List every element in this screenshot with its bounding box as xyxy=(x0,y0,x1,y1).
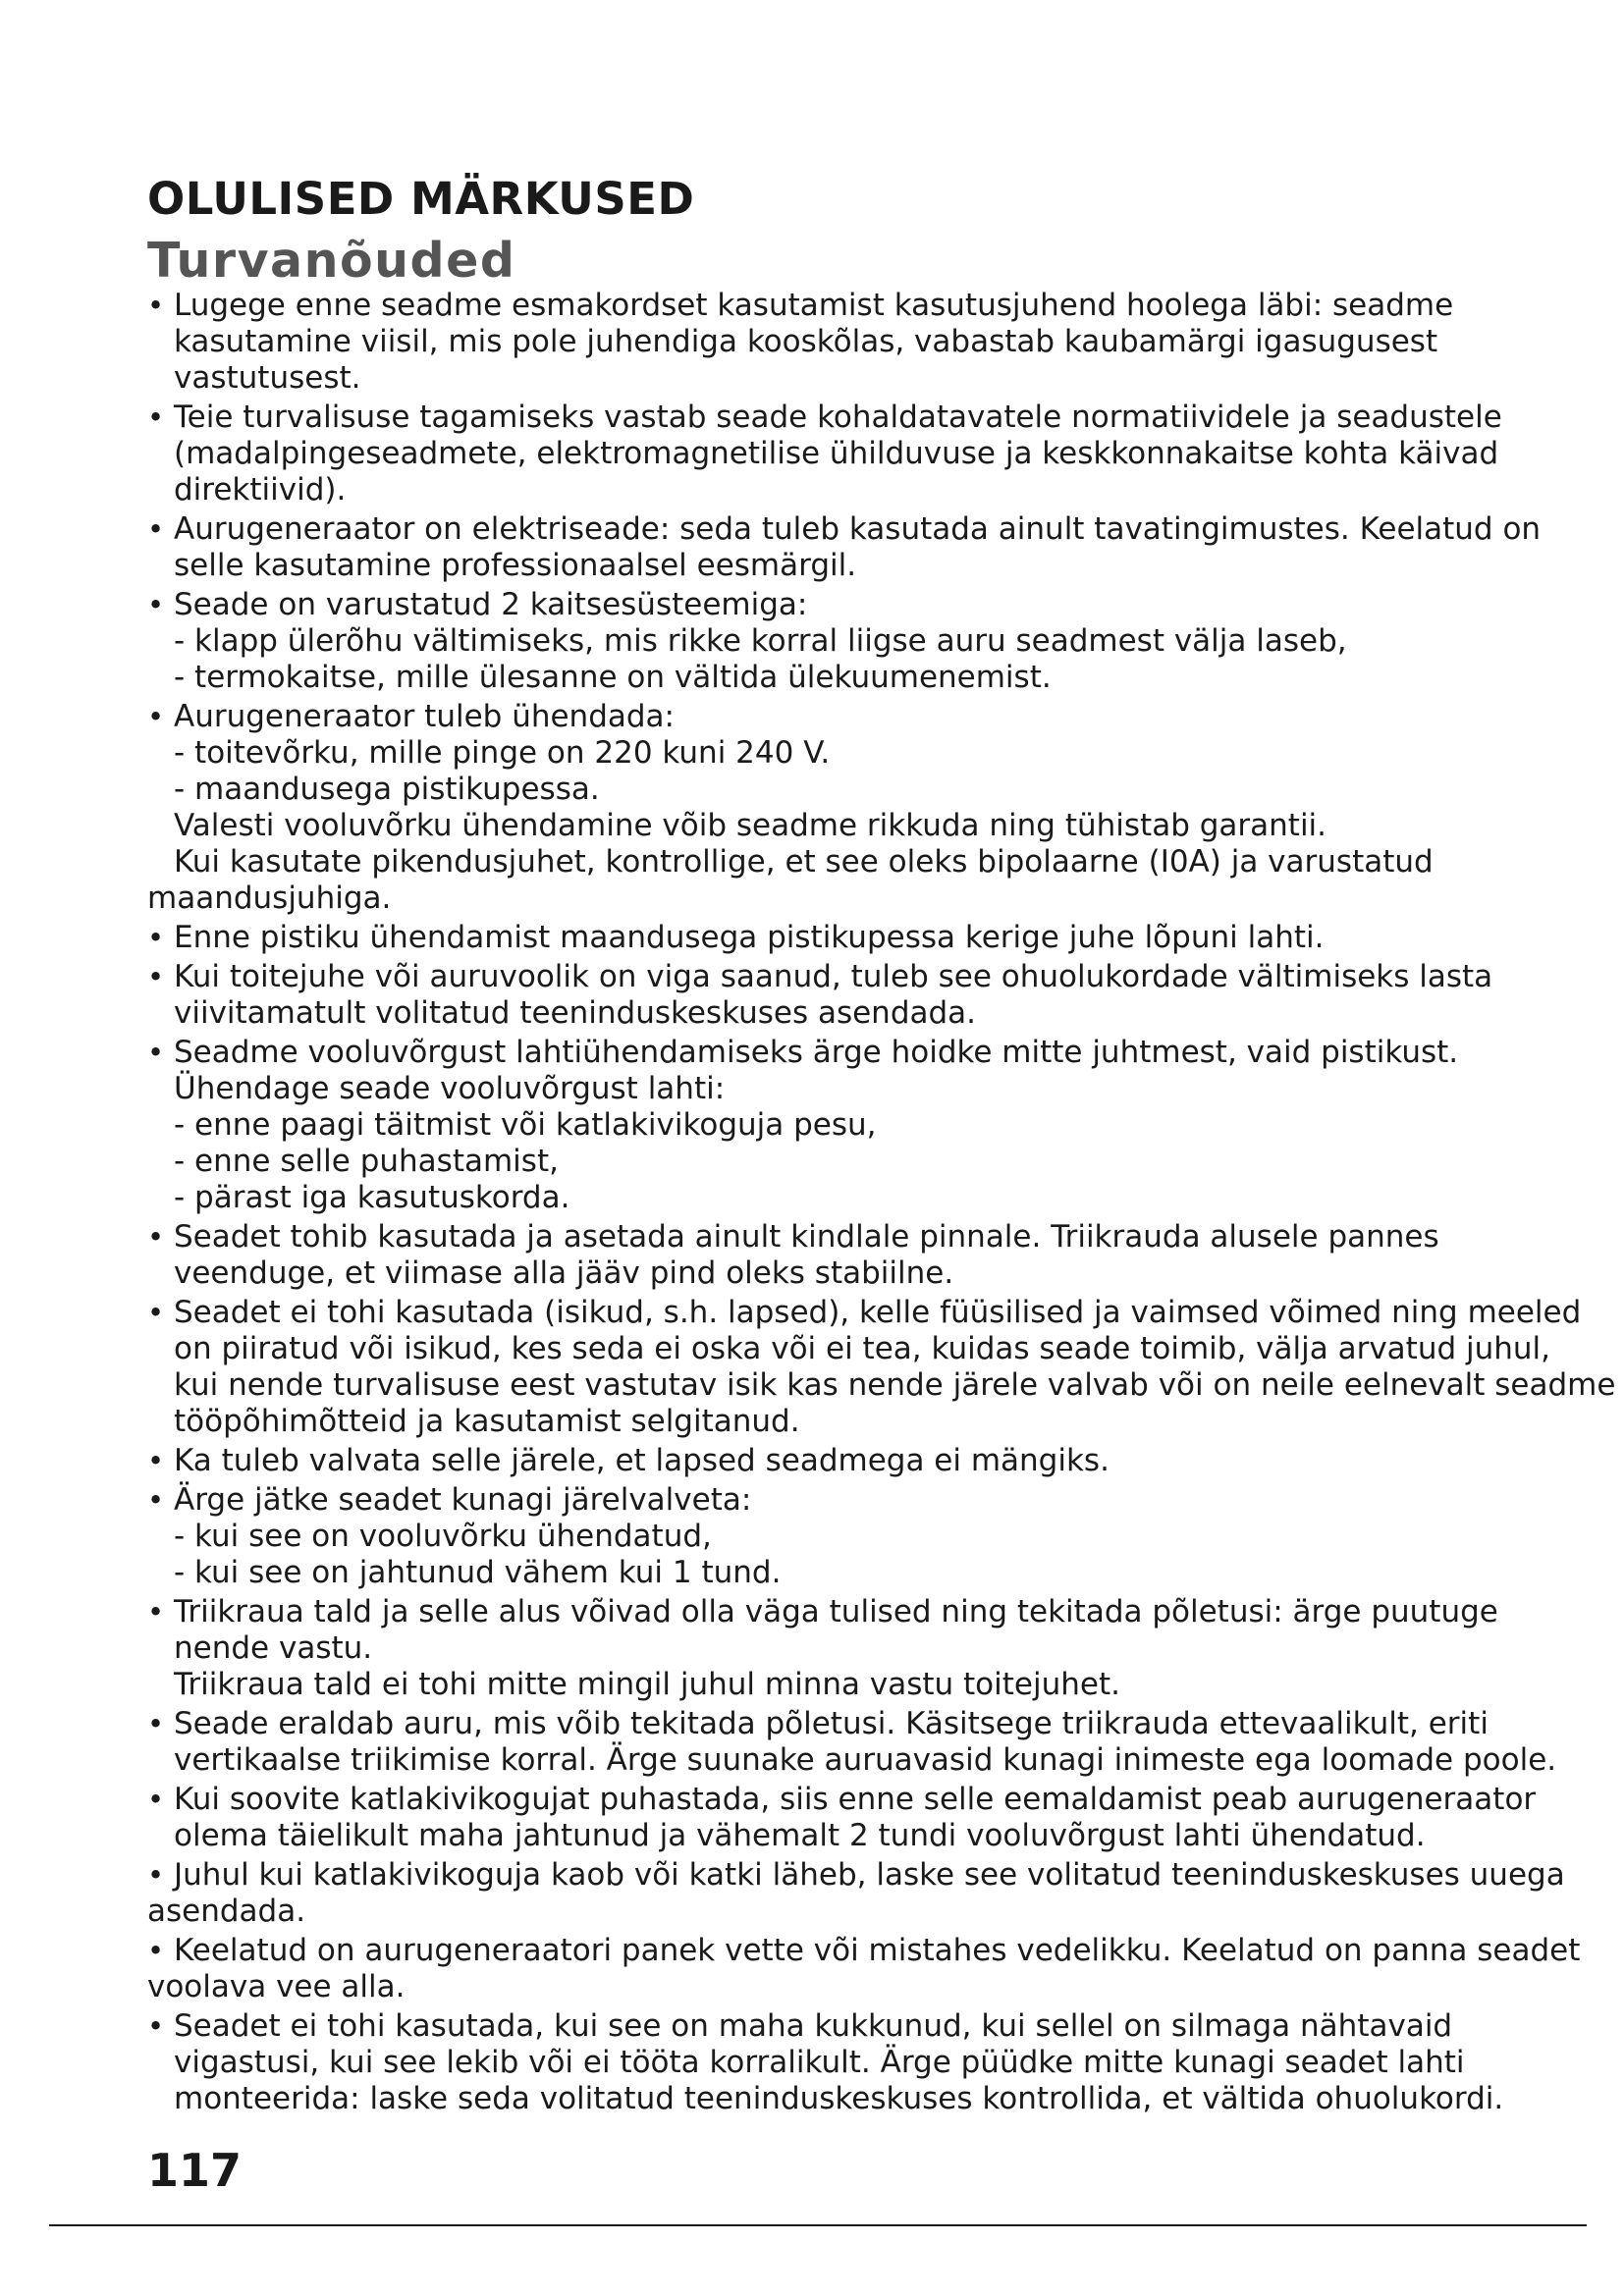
instruction-line: Ka tuleb valvata selle järele, et lapsed seadmega ei mängiks. xyxy=(174,1443,1110,1478)
instruction-line: - maandusega pistikupessa. xyxy=(174,772,600,807)
instruction-line: (madalpingeseadmete, elektromagnetilise ühilduvuse ja keskkonnakaitse kohta käivad xyxy=(174,436,1499,471)
bullet-icon: • xyxy=(147,1707,165,1740)
instruction-item xyxy=(147,1782,1537,1854)
instruction-line: Kui kasutate pikendusjuhet, kontrollige, et see oleks bipolaarne (I0A) ja varustatud xyxy=(174,844,1434,880)
instruction-item xyxy=(147,920,1522,956)
instruction-line: Ärge jätke seadet kunagi järelvalveta: xyxy=(174,1482,752,1518)
instruction-line: voolava vee alla. xyxy=(147,1969,406,2004)
bullet-icon: • xyxy=(147,700,165,733)
instruction-item xyxy=(147,1219,1522,1292)
instruction-line: vastutusest. xyxy=(174,360,361,396)
instruction-line: veenduge, et viimase alla jääv pind oleks stabiilne. xyxy=(174,1255,954,1291)
instruction-line: viivitamatult volitatud teeninduskeskuses asendada. xyxy=(174,995,977,1031)
instruction-line: Teie turvalisuse tagamiseks vastab seade kohaldatavatele normatiividele ja seadustele xyxy=(174,400,1502,435)
instruction-line: Seadet ei tohi kasutada (isikud, s.h. lapsed), kelle füüsilised ja vaimsed võimed ning meeled xyxy=(174,1295,1582,1330)
instruction-item xyxy=(147,2008,1522,2117)
instruction-line: Enne pistiku ühendamist maandusega pistikupessa kerige juhe lõpuni lahti. xyxy=(174,920,1325,955)
instruction-line: - termokaitse, mille ülesanne on vältida ülekuumenemist. xyxy=(174,660,1052,695)
bullet-icon: • xyxy=(147,289,165,322)
instruction-line: nende vastu. xyxy=(174,1630,373,1666)
instruction-line: - enne selle puhastamist, xyxy=(174,1144,559,1179)
instruction-line: kasutamine viisil, mis pole juhendiga kooskõlas, vabastab kaubamärgi igasugusest xyxy=(174,324,1438,359)
instruction-line: Juhul kui katlakivikoguja kaob või katki läheb, laske see volitatud teeninduskeskuses uuega xyxy=(174,1857,1565,1893)
instruction-line: Kui soovite katlakivikogujat puhastada, siis enne selle eemaldamist peab aurugeneraator xyxy=(174,1782,1537,1817)
safety-instructions-list xyxy=(147,288,1616,2117)
bullet-icon: • xyxy=(147,1595,165,1629)
bullet-icon: • xyxy=(147,1483,165,1517)
page-title: OLULISED MÄRKUSED xyxy=(147,173,695,225)
bullet-icon: • xyxy=(147,588,165,621)
instruction-item xyxy=(147,587,1522,696)
instruction-item xyxy=(147,1443,1522,1479)
instruction-line: Seadet ei tohi kasutada, kui see on maha kukkunud, kui sellel on silmaga nähtavaid xyxy=(174,2008,1453,2044)
instruction-item xyxy=(147,288,1522,397)
instruction-line: - kui see on jahtunud vähem kui 1 tund. xyxy=(174,1555,782,1590)
instruction-item xyxy=(147,959,1522,1032)
instruction-line: olema täielikult maha jahtunud ja vähemalt 2 tundi vooluvõrgust lahti ühendatud. xyxy=(174,1818,1426,1853)
instruction-line: Seadet tohib kasutada ja asetada ainult kindlale pinnale. Triikrauda alusele pannes xyxy=(174,1219,1439,1255)
instruction-line: Keelatud on aurugeneraatori panek vette või mistahes vedelikku. Keelatud on panna seadet xyxy=(174,1933,1581,1968)
instruction-item xyxy=(147,400,1522,508)
instruction-item xyxy=(147,1295,1616,1440)
instruction-line: Seadme vooluvõrgust lahtiühendamiseks ärge hoidke mitte juhtmest, vaid pistikust. xyxy=(174,1035,1459,1070)
instruction-line: on piiratud või isikud, kes seda ei oska või ei tea, kuidas seade toimib, välja arvatud juhul, xyxy=(174,1331,1551,1366)
bullet-icon: • xyxy=(147,1783,165,1816)
instruction-line: monteerida: laske seda volitatud teeninduskeskuses kontrollida, et vältida ohuolukordi. xyxy=(174,2081,1504,2116)
instruction-item xyxy=(147,1482,1522,1591)
instruction-line: vigastusi, kui see lekib või ei tööta korralikult. Ärge püüdke mitte kunagi seadet lahti xyxy=(174,2045,1465,2080)
instruction-item xyxy=(147,1035,1522,1216)
instruction-line: Kui toitejuhe või auruvoolik on viga saanud, tuleb see ohuolukordade vältimiseks lasta xyxy=(174,959,1493,994)
instruction-line: - kui see on vooluvõrku ühendatud, xyxy=(174,1519,712,1554)
bullet-icon: • xyxy=(147,1934,165,1967)
instruction-line: - klapp ülerõhu vältimiseks, mis rikke korral liigse auru seadmest välja laseb, xyxy=(174,623,1347,659)
bullet-icon: • xyxy=(147,921,165,954)
instruction-line: direktiivid). xyxy=(174,472,347,507)
bullet-icon: • xyxy=(147,2009,165,2043)
instruction-line: Seade eraldab auru, mis võib tekitada põletusi. Käsitsege triikrauda ettevaalikult, eriti xyxy=(174,1706,1489,1741)
instruction-line: vertikaalse triikimise korral. Ärge suunake auruavasid kunagi inimeste ega loomade poole. xyxy=(174,1742,1557,1778)
instruction-line: Seade on varustatud 2 kaitsesüsteemiga: xyxy=(174,587,808,622)
bullet-icon: • xyxy=(147,512,165,546)
instruction-line: - pärast iga kasutuskorda. xyxy=(174,1180,570,1215)
bullet-icon: • xyxy=(147,1220,165,1254)
instruction-line: tööpõhimõtteid ja kasutamist selgitanud. xyxy=(174,1404,800,1439)
bullet-icon: • xyxy=(147,400,165,434)
bullet-icon: • xyxy=(147,1858,165,1892)
footer-divider xyxy=(49,2224,1587,2226)
instruction-line: selle kasutamine professionaalsel eesmärgil. xyxy=(174,548,857,583)
bullet-icon: • xyxy=(147,960,165,993)
instruction-line: asendada. xyxy=(147,1894,306,1929)
instruction-line: Aurugeneraator tuleb ühendada: xyxy=(174,699,676,734)
instruction-item xyxy=(147,1857,1565,1930)
instruction-line: Triikraua tald ja selle alus võivad olla väga tulised ning tekitada põletusi: ärge puutuge xyxy=(174,1594,1498,1629)
instruction-item xyxy=(147,1594,1522,1703)
page-number: 117 xyxy=(147,2144,243,2197)
instruction-line: Ühendage seade vooluvõrgust lahti: xyxy=(174,1071,726,1106)
bullet-icon: • xyxy=(147,1036,165,1069)
instruction-line: maandusjuhiga. xyxy=(147,881,392,916)
instruction-item xyxy=(147,699,1522,917)
instruction-line: Aurugeneraator on elektriseade: seda tuleb kasutada ainult tavatingimustes. Keelatud on xyxy=(174,511,1542,547)
instruction-line: Lugege enne seadme esmakordset kasutamist kasutusjuhend hoolega läbi: seadme xyxy=(174,288,1454,323)
section-subtitle: Turvanõuded xyxy=(147,233,516,289)
instruction-line: kui nende turvalisuse eest vastutav isik kas nende järele valvab või on neile eelnevalt seadme xyxy=(174,1367,1616,1403)
instruction-item xyxy=(147,1706,1557,1779)
instruction-line: Valesti vooluvõrku ühendamine võib seadme rikkuda ning tühistab garantii. xyxy=(174,808,1327,843)
instruction-line: - toitevõrku, mille pinge on 220 kuni 240 V. xyxy=(174,735,831,771)
instruction-line: - enne paagi täitmist või katlakivikoguja pesu, xyxy=(174,1107,877,1143)
bullet-icon: • xyxy=(147,1296,165,1329)
instruction-item xyxy=(147,1933,1581,2005)
instruction-line: Triikraua tald ei tohi mitte mingil juhul minna vastu toitejuhet. xyxy=(174,1667,1120,1702)
instruction-item xyxy=(147,511,1542,584)
bullet-icon: • xyxy=(147,1444,165,1477)
